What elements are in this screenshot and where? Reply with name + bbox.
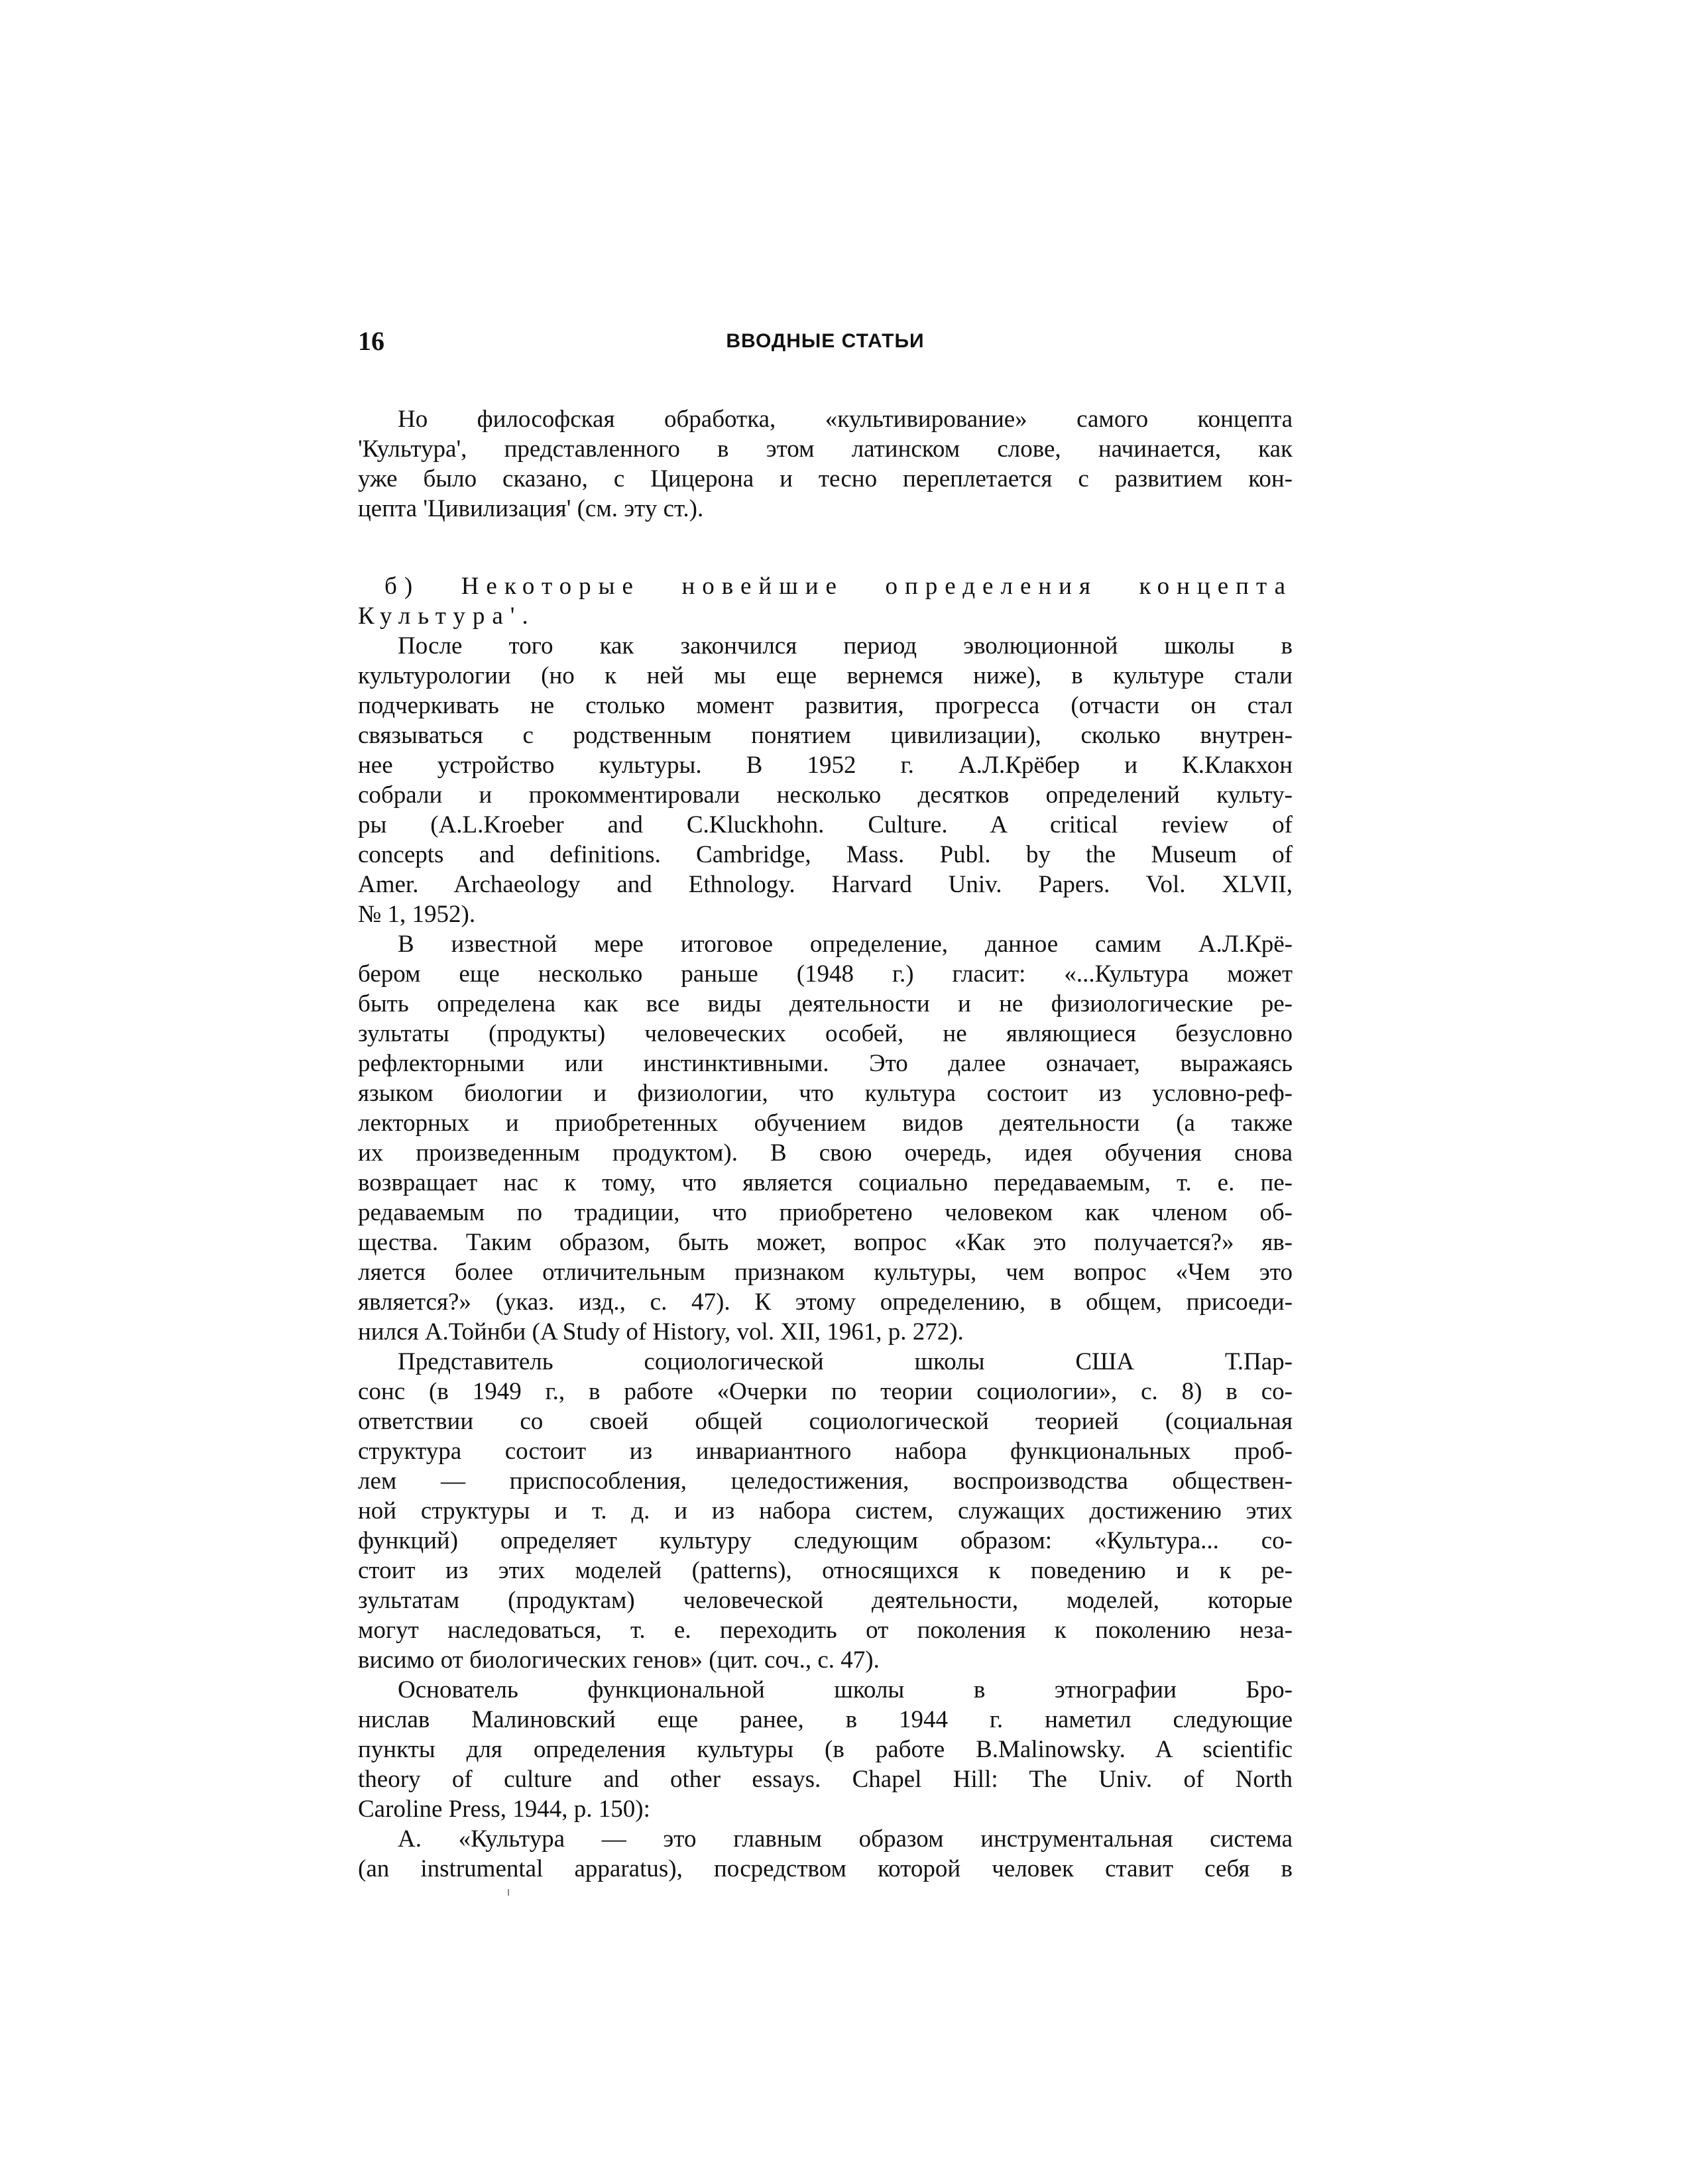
scan-speck [508,1889,509,1896]
running-title: ВВОДНЫЕ СТАТЬИ [726,330,925,352]
text-line: собрали и прокомментировали несколько десятков определений культу- [358,781,1293,809]
text-line: Caroline Press, 1944, p. 150): [358,1796,650,1823]
text-line: нислав Малиновский еще ранее, в 1944 г. наметил следующие [358,1706,1293,1733]
text-line: № 1, 1952). [358,901,476,928]
text-line: Представитель социологической школы США Т.Пар- [398,1348,1293,1375]
text-line: theory of culture and other essays. Chapel Hill: The Univ. of North [358,1766,1293,1793]
page-number: 16 [358,326,384,356]
page-header [358,321,1293,361]
text-line: нился А.Тойнби (A Study of History, vol. XII, 1961, p. 272). [358,1318,964,1346]
text-line: щества. Таким образом, быть может, вопрос «Как это получается?» яв- [358,1229,1293,1256]
text-line: После того как закончился период эволюционной школы в [398,632,1293,660]
text-line: ответствии со своей общей социологической теорией (социальная [358,1408,1293,1435]
text-line: 'Культура', представленного в этом латинском слове, начинается, как [358,435,1293,463]
text-line: ляется более отличительным признаком культуры, чем вопрос «Чем это [358,1259,1293,1286]
text-line: бером еще несколько раньше (1948 г.) гласит: «...Культура может [358,960,1293,988]
text-line: Основатель функциональной школы в этнографии Бро- [398,1676,1293,1703]
text-line: висимо от биологических генов» (цит. соч., с. 47). [358,1646,880,1674]
text-line: культурологии (но к ней мы еще вернемся ниже), в культуре стали [358,662,1293,689]
paragraph-gap [358,524,1293,571]
text-line: А. «Культура — это главным образом инструментальная система [398,1825,1293,1853]
text-line: Amer. Archaeology and Ethnology. Harvard Univ. Papers. Vol. XLVII, [358,871,1293,898]
text-line: редаваемым по традиции, что приобретено человеком как членом об- [358,1199,1293,1226]
text-line: уже было сказано, с Цицерона и тесно переплетается с развитием кон- [358,465,1293,492]
text-line: concepts and definitions. Cambridge, Mass. Publ. by the Museum of [358,841,1293,868]
text-line: зультатам (продуктам) человеческой деятельности, моделей, которые [358,1587,1293,1614]
text-line: является?» (указ. изд., с. 47). К этому определению, в общем, присоеди- [358,1289,1293,1316]
text-line: зультаты (продукты) человеческих особей, не являющиеся безусловно [358,1020,1293,1047]
text-line: пункты для определения культуры (в работе B.Malinowsky. A scientific [358,1736,1293,1763]
text-line: могут наследоваться, т. е. переходить от поколения к поколению неза- [358,1617,1293,1644]
text-line: возвращает нас к тому, что является социально передаваемым, т. е. пе- [358,1169,1293,1196]
text-line: (an instrumental apparatus), посредством которой человек ставит себя в [358,1855,1293,1882]
section-heading-line: б) Некоторые новейшие определения концепта [384,573,1293,600]
text-line: функций) определяет культуру следующим образом: «Культура... со- [358,1527,1293,1554]
text-line: стоит из этих моделей (patterns), относящихся к поведению и к ре- [358,1557,1293,1584]
text-line: нее устройство культуры. В 1952 г. А.Л.Крёбер и К.Клакхон [358,752,1293,779]
body-text [358,404,1293,1884]
text-line: ры (A.L.Kroeber and C.Kluckhohn. Culture. A critical review of [358,811,1293,838]
text-line: цепта 'Цивилизация' (см. эту ст.). [358,495,704,522]
section-heading-line: Культура'. [358,603,536,630]
text-line: быть определена как все виды деятельности и не физиологические ре- [358,990,1293,1017]
text-line: подчеркивать не столько момент развития, прогресса (отчасти он стал [358,692,1293,719]
text-line: лем — приспособления, целедостижения, воспроизводства обществен- [358,1467,1293,1495]
text-line: рефлекторными или инстинктивными. Это далее означает, выражаясь [358,1050,1293,1077]
text-line: языком биологии и физиологии, что культура состоит из условно-реф- [358,1080,1293,1107]
text-line: лекторных и приобретенных обучением видов деятельности (а также [358,1110,1293,1137]
text-line: Но философская обработка, «культивирование» самого концепта [398,406,1293,433]
text-line: их произведенным продуктом). В свою очередь, идея обучения снова [358,1139,1293,1167]
text-line: структура состоит из инвариантного набора функциональных проб- [358,1438,1293,1465]
text-line: В известной мере итоговое определение, данное самим А.Л.Крё- [398,931,1293,958]
text-line: сонс (в 1949 г., в работе «Очерки по теории социологии», с. 8) в со- [358,1378,1293,1405]
text-line: связываться с родственным понятием цивилизации), сколько внутрен- [358,722,1293,749]
text-line: ной структуры и т. д. и из набора систем, служащих достижению этих [358,1497,1293,1524]
